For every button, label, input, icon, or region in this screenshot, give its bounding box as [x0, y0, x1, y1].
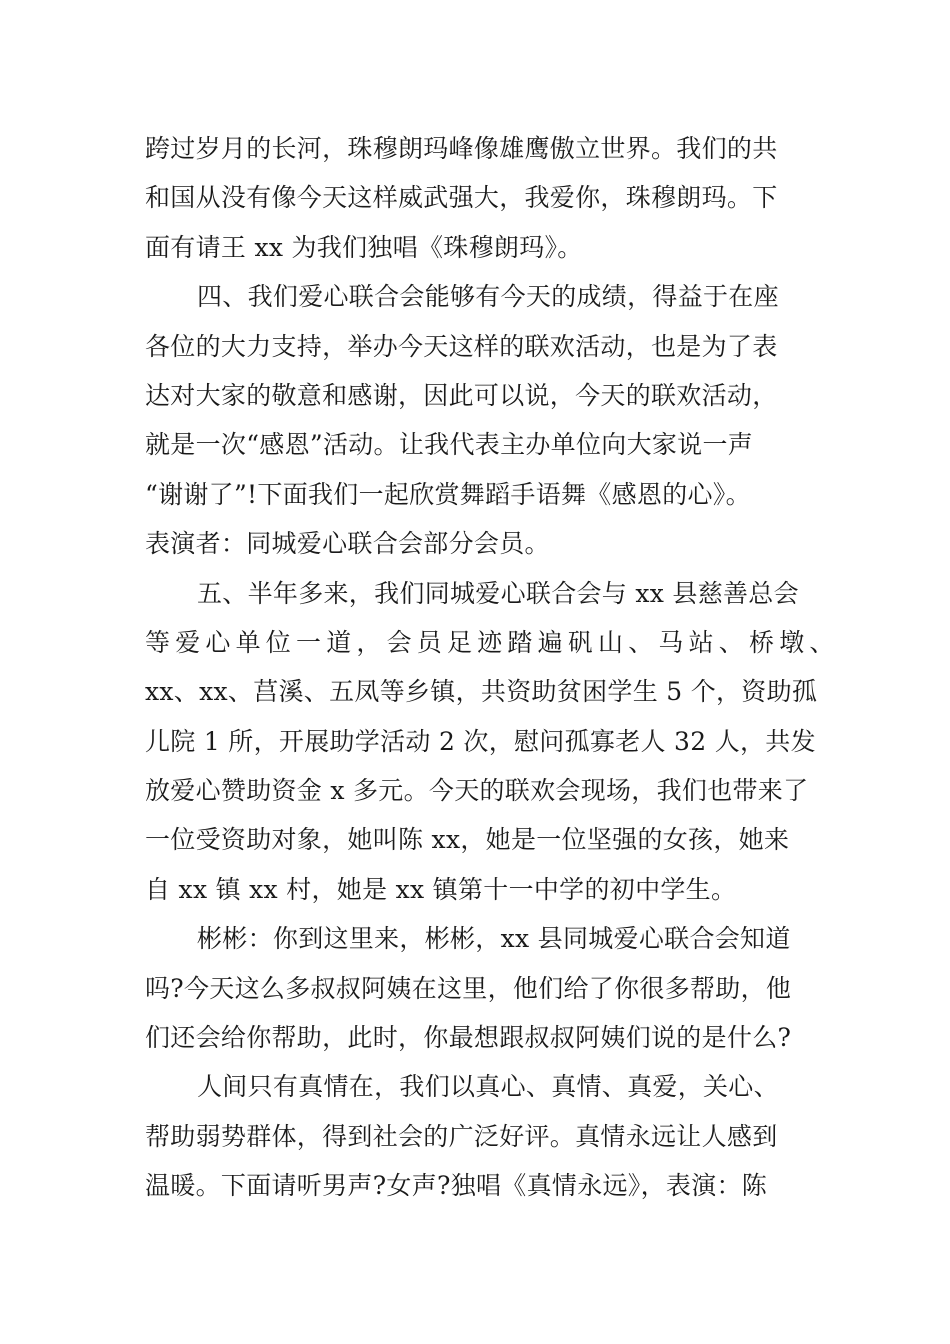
text-line: 跨过岁月的长河，珠穆朗玛峰像雄鹰傲立世界。我们的共 — [145, 134, 778, 163]
text-line: 自 xx 镇 xx 村，她是 xx 镇第十一中学的初中学生。 — [145, 874, 737, 904]
text-line: 表演者：同城爱心联合会部分会员。 — [145, 529, 550, 559]
text-line: 达对大家的敬意和感谢，因此可以说，今天的联欢活动， — [145, 380, 778, 410]
paragraph-start-line: 彬彬：你到这里来，彬彬，xx 县同城爱心联合会知道 — [197, 924, 791, 954]
text-line: 等爱心单位一道，会员足迹踏遍矾山、马站、桥墩、 — [145, 627, 840, 657]
text-line: 放爱心赞助资金 x 多元。今天的联欢会现场，我们也带来了 — [145, 776, 809, 806]
text-line: 就是一次“感恩”活动。让我代表主办单位向大家说一声 — [145, 430, 754, 460]
text-line: 面有请王 xx 为我们独唱《珠穆朗玛》。 — [145, 232, 583, 262]
body-text — [145, 124, 840, 1211]
text-line: “谢谢了”!下面我们一起欣赏舞蹈手语舞《感恩的心》。 — [145, 479, 751, 509]
text-line: 帮助弱势群体，得到社会的广泛好评。真情永远让人感到 — [145, 1121, 778, 1151]
text-line: 各位的大力支持，举办今天这样的联欢活动，也是为了表 — [145, 331, 778, 361]
paragraph-start-line: 四、我们爱心联合会能够有今天的成绩，得益于在座 — [197, 282, 779, 312]
text-line: 和国从没有像今天这样威武强大，我爱你，珠穆朗玛。下 — [145, 183, 778, 213]
text-line: 一位受资助对象，她叫陈 xx，她是一位坚强的女孩，她来 — [145, 825, 790, 855]
paragraph-start-line: 人间只有真情在，我们以真心、真情、真爱，关心、 — [197, 1072, 779, 1102]
text-line: 温暖。下面请听男声?女声?独唱《真情永远》，表演：陈 — [145, 1171, 768, 1201]
text-line: xx、xx、莒溪、五凤等乡镇，共资助贫困学生 5 个，资助孤 — [145, 677, 818, 707]
paragraph-start-line: 五、半年多来，我们同城爱心联合会与 xx 县慈善总会 — [197, 578, 799, 608]
text-line: 们还会给你帮助，此时，你最想跟叔叔阿姨们说的是什么? — [145, 1023, 792, 1053]
text-line: 吗?今天这么多叔叔阿姨在这里，他们给了你很多帮助，他 — [145, 973, 792, 1003]
text-line: 儿院 1 所，开展助学活动 2 次，慰问孤寡老人 32 人，共发 — [145, 726, 816, 756]
